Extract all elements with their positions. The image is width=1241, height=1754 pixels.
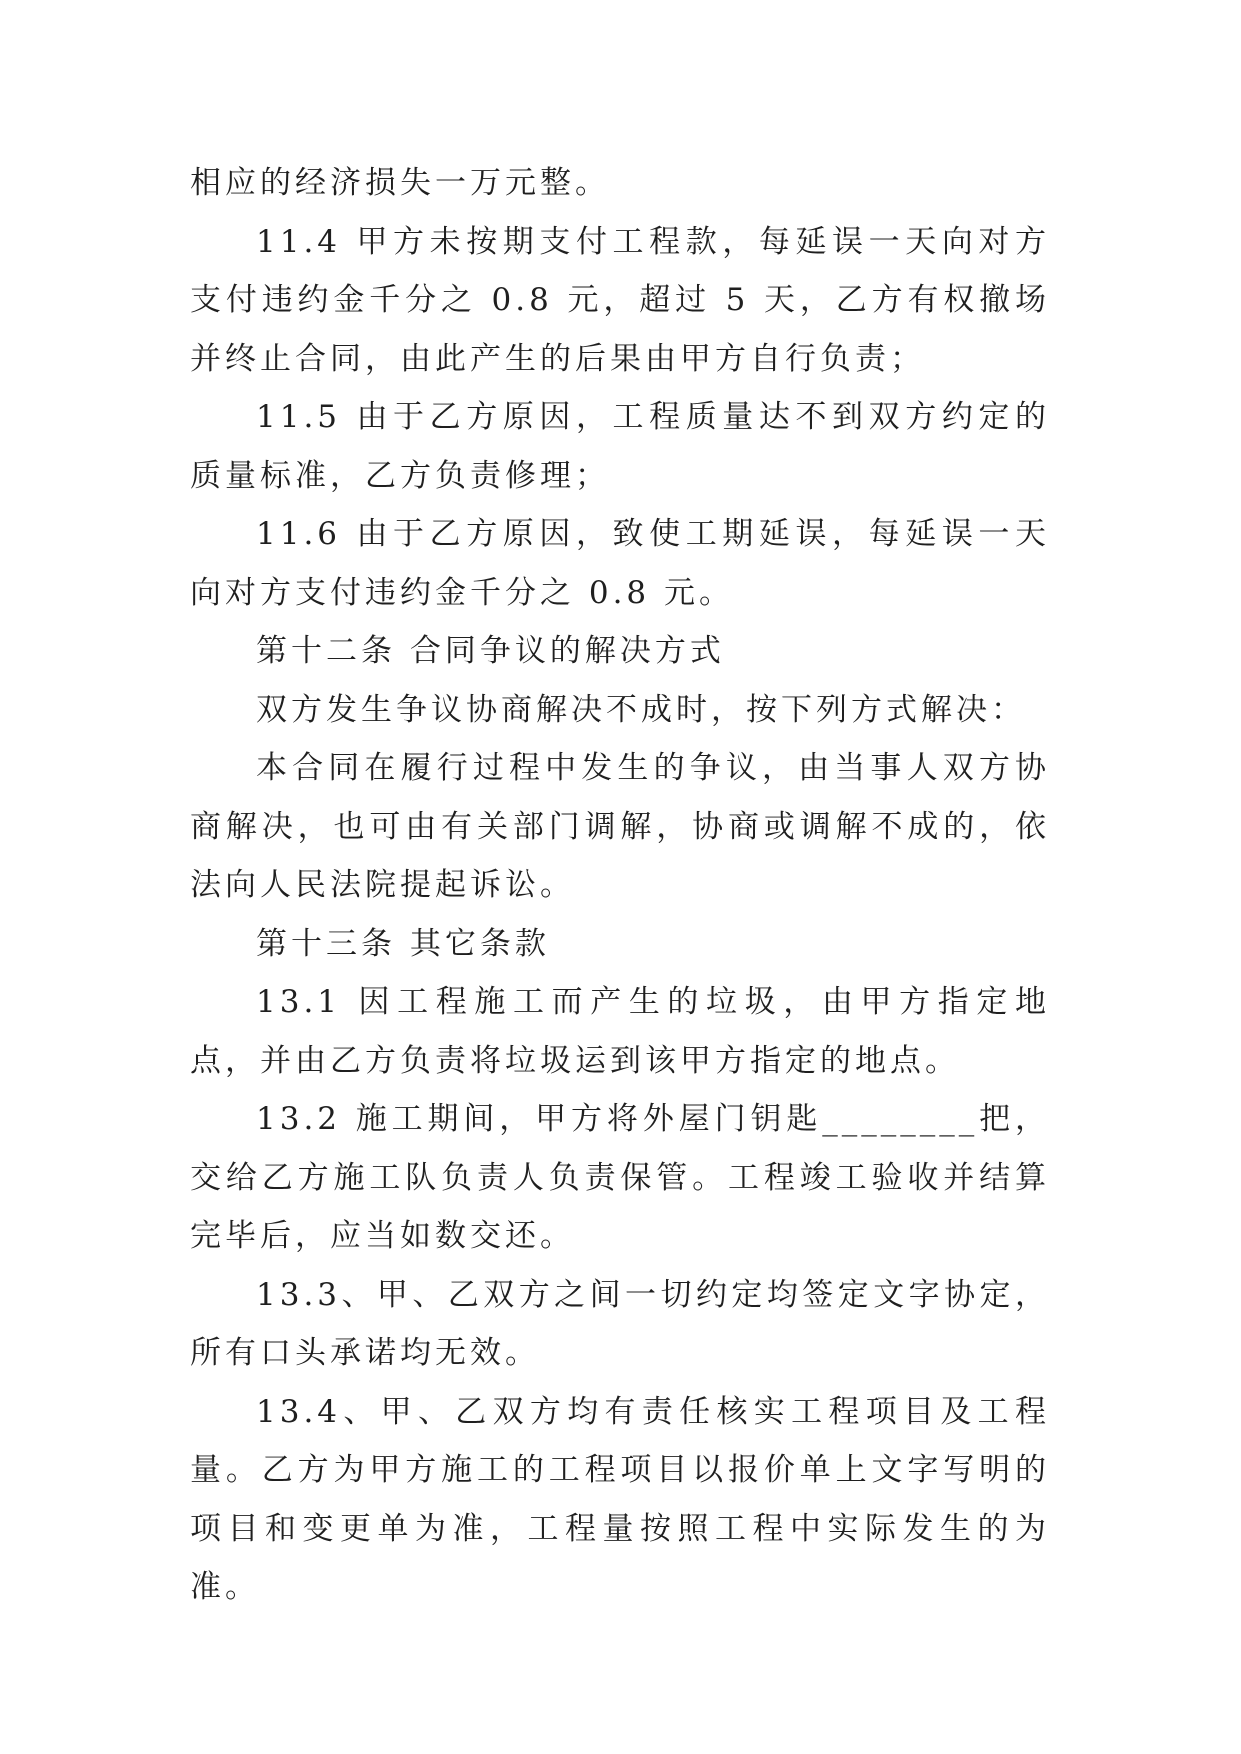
paragraph-clause-13-3: 13.3、甲、乙双方之间一切约定均签定文字协定，所有口头承诺均无效。 [190, 1276, 1050, 1371]
paragraph-article-12-intro: 双方发生争议协商解决不成时，按下列方式解决： [256, 691, 1026, 728]
article-13-heading: 第十三条 其它条款 [256, 925, 550, 962]
paragraph-clause-13-4: 13.4、甲、乙双方均有责任核实工程项目及工程量。乙方为甲方施工的工程项目以报价单上文字写明的项目和变更单为准，工程量按照工程中实际发生的为准。 [190, 1393, 1050, 1605]
paragraph-loss-clause: 相应的经济损失一万元整。 [190, 165, 610, 201]
paragraph-clause-13-1: 13.1 因工程施工而产生的垃圾，由甲方指定地点，并由乙方负责将垃圾运到该甲方指定的地点。 [190, 984, 1050, 1079]
article-12-heading: 第十二条 合同争议的解决方式 [256, 633, 725, 669]
paragraph-clause-11-6: 11.6 由于乙方原因，致使工期延误，每延误一天向对方支付违约金千分之 0.8 元。 [190, 516, 1050, 611]
paragraph-clause-11-5: 11.5 由于乙方原因，工程质量达不到双方约定的质量标准，乙方负责修理； [190, 399, 1050, 494]
paragraph-clause-13-2: 13.2 施工期间，甲方将外屋门钥匙________把，交给乙方施工队负责人负责保管。工程竣工验收并结算完毕后，应当如数交还。 [190, 1101, 1050, 1254]
contract-text [190, 154, 1050, 1617]
paragraph-article-12-body: 本合同在履行过程中发生的争议，由当事人双方协商解决，也可由有关部门调解，协商或调解不成的，依法向人民法院提起诉讼。 [190, 750, 1050, 903]
paragraph-clause-11-4: 11.4 甲方未按期支付工程款，每延误一天向对方支付违约金千分之 0.8 元，超过 5 天，乙方有权撤场并终止合同，由此产生的后果由甲方自行负责； [190, 223, 1050, 377]
